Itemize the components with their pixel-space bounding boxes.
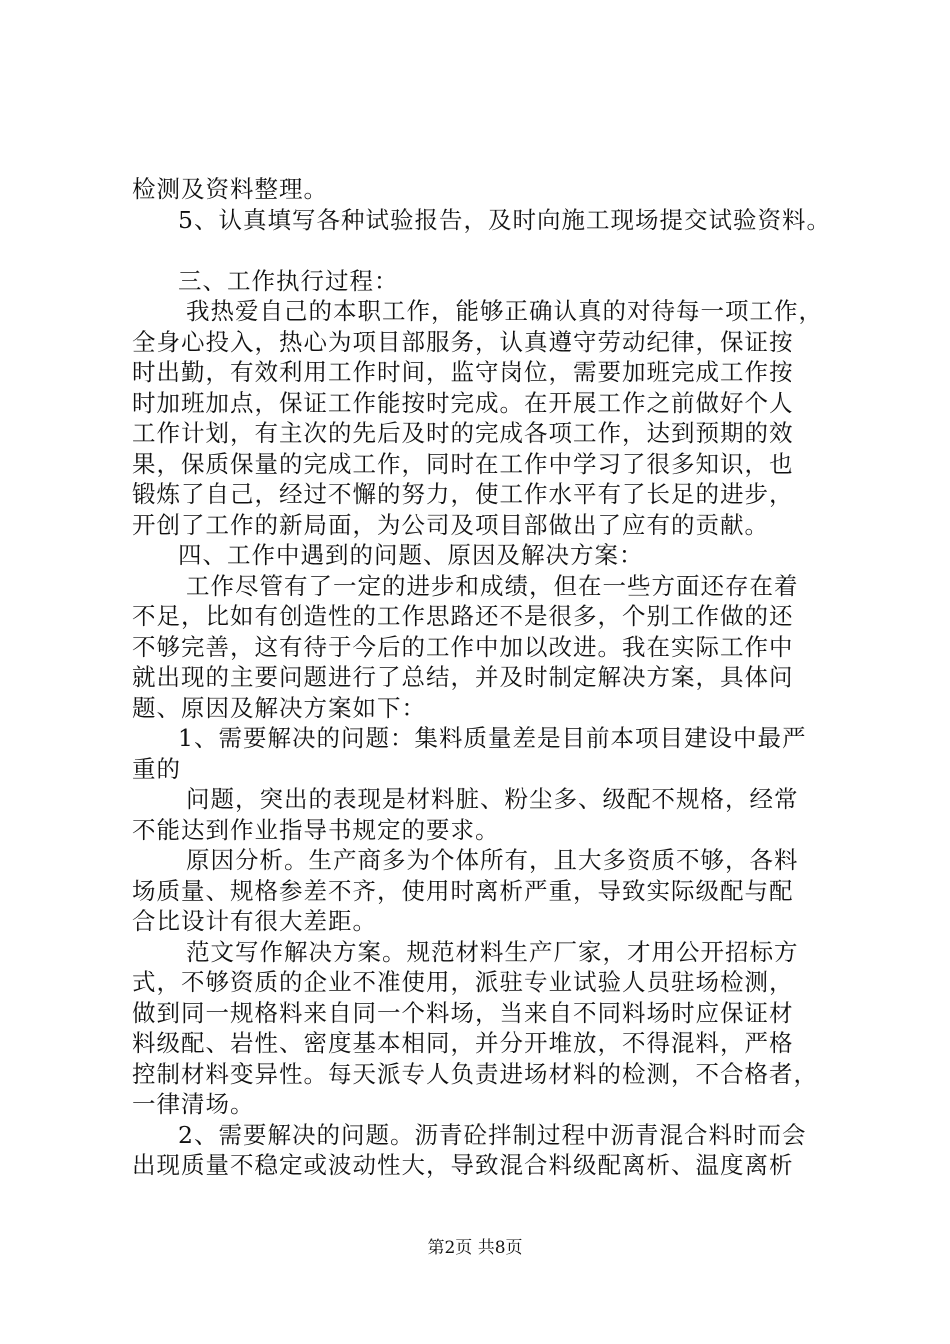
text-line: 全身心投入，热心为项目部服务，认真遵守劳动纪律，保证按: [132, 327, 794, 356]
text-line: 检测及资料整理。: [132, 175, 328, 203]
blank-line: [132, 235, 832, 266]
text-line: 时出勤，有效利用工作时间，监守岗位，需要加班完成工作按: [132, 358, 794, 386]
text-line: 做到同一规格料来自同一个料场，当来自不同料场时应保证材: [132, 998, 794, 1027]
text-line: 问题，突出的表现是材料脏、粉尘多、级配不规格，经常: [186, 785, 799, 813]
section-heading: 三、工作执行过程：: [178, 266, 399, 295]
text-line: 5、认真填写各种试验报告，及时向施工现场提交试验资料。: [178, 205, 831, 234]
text-line: 控制材料变异性。每天派专人负责进场材料的检测，不合格者，: [132, 1059, 818, 1088]
text-line: 出现质量不稳定或波动性大，导致混合料级配离析、温度离析: [132, 1151, 794, 1179]
text-line: 不足，比如有创造性的工作思路还不是很多，个别工作做的还: [132, 602, 794, 630]
text-line: 我热爱自己的本职工作，能够正确认真的对待每一项工作，: [186, 297, 823, 325]
text-line: 原因分析。生产商多为个体所有，且大多资质不够，各料: [186, 846, 799, 874]
text-line: 时加班加点，保证工作能按时完成。在开展工作之前做好个人: [132, 388, 794, 417]
text-line: 果，保质保量的完成工作，同时在工作中学习了很多知识，也: [132, 449, 794, 478]
section-heading: 四、工作中遇到的问题、原因及解决方案：: [178, 541, 644, 569]
text-line: 范文写作解决方案。规范材料生产厂家，才用公开招标方: [186, 937, 799, 966]
text-line: 式，不够资质的企业不准使用，派驻专业试验人员驻场检测，: [132, 968, 794, 996]
text-line: 锻炼了自己，经过不懈的努力，使工作水平有了长足的进步，: [132, 480, 794, 508]
page-number-footer: 第2页 共8页: [427, 1238, 523, 1258]
text-line: 题、原因及解决方案如下：: [132, 693, 426, 722]
document-body: [132, 174, 832, 1181]
text-line: 一律清场。: [132, 1090, 255, 1118]
text-line: 场质量、规格参差不齐，使用时离析严重，导致实际级配与配: [132, 876, 794, 905]
text-line: 不能达到作业指导书规定的要求。: [132, 815, 500, 844]
text-line: 重的: [132, 754, 181, 783]
text-line: 工作计划，有主次的先后及时的完成各项工作，达到预期的效: [132, 419, 794, 447]
text-line: 开创了工作的新局面，为公司及项目部做出了应有的贡献。: [132, 510, 769, 539]
text-line: 2、需要解决的问题。沥青砼拌制过程中沥青混合料时而会: [178, 1120, 807, 1149]
text-line: 1、需要解决的问题：集料质量差是目前本项目建设中最严: [178, 724, 807, 752]
text-line: 不够完善，这有待于今后的工作中加以改进。我在实际工作中: [132, 632, 794, 661]
text-line: 料级配、岩性、密度基本相同，并分开堆放，不得混料，严格: [132, 1029, 794, 1057]
text-line: 就出现的主要问题进行了总结，并及时制定解决方案，具体问: [132, 663, 794, 691]
text-line: 合比设计有很大差距。: [132, 907, 377, 935]
text-line: 工作尽管有了一定的进步和成绩，但在一些方面还存在着: [186, 571, 799, 600]
